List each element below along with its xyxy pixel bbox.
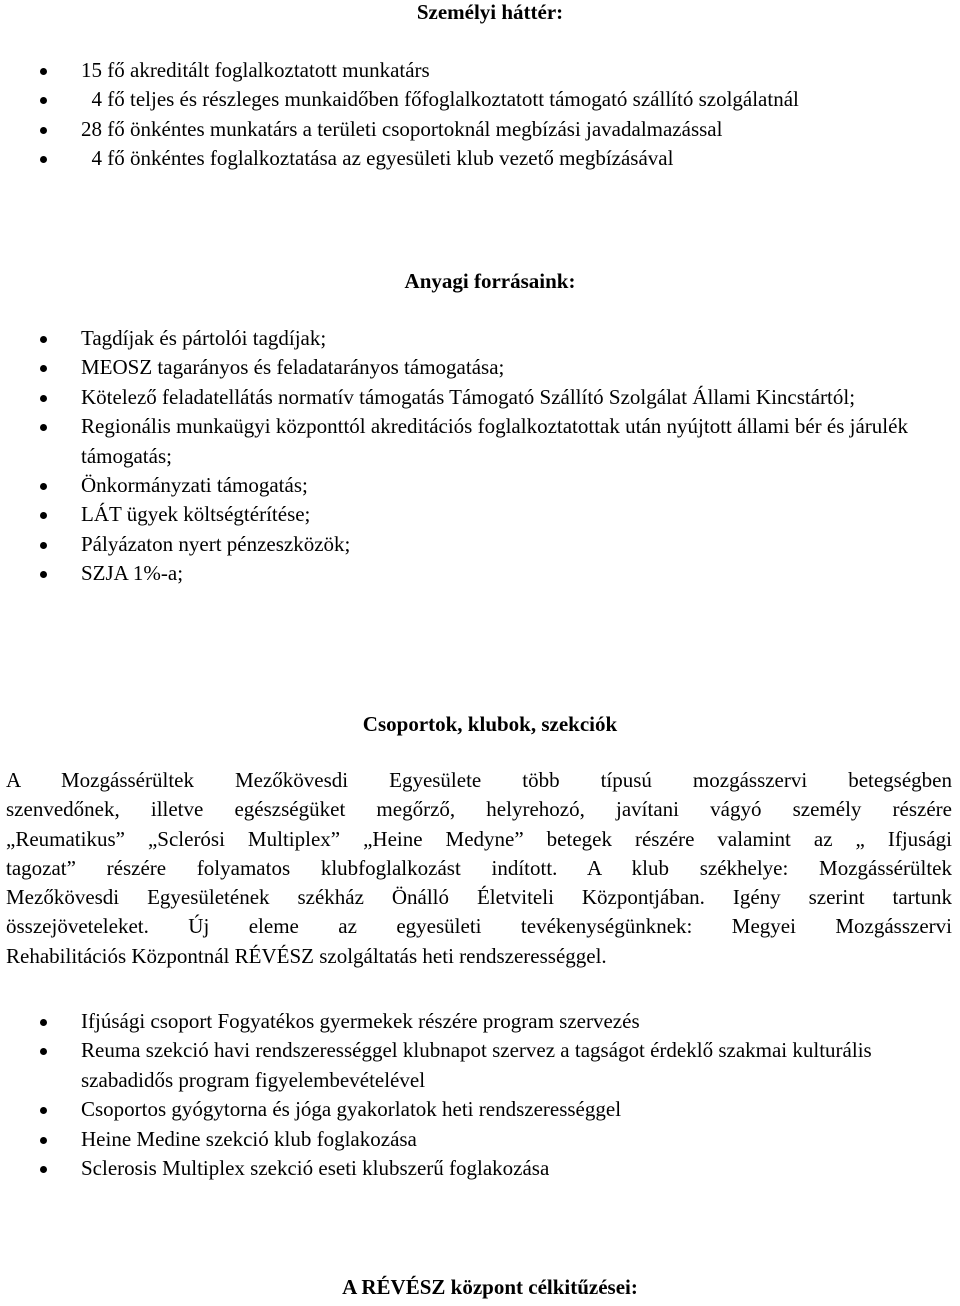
paragraph-line: szenvedőnek, illetve egészségüket megőrző, helyrehozó, javítani vágyó személy részére: [6, 797, 952, 822]
list-item: [0, 1036, 921, 1095]
list-item-text: SZJA 1%-a;: [81, 561, 184, 586]
list-item-text: Pályázaton nyert pénzeszközök;: [81, 531, 351, 556]
list-item: [0, 383, 921, 412]
groups-list: [0, 1007, 921, 1183]
list-item: [0, 324, 921, 353]
paragraph-line: Rehabilitációs Központnál RÉVÉSZ szolgáltatás heti rendszerességgel.: [6, 943, 607, 968]
list-item: [0, 1125, 921, 1154]
bullet-icon: [40, 365, 47, 372]
bullet-icon: [40, 1048, 47, 1055]
list-item-text: MEOSZ tagarányos és feladatarányos támogatása;: [81, 355, 505, 380]
list-item-text: Ifjúsági csoport Fogyatékos gyermekek részére program szervezés: [81, 1009, 640, 1033]
paragraph-line: A Mozgássérültek Mezőkövesdi Egyesülete több típusú mozgásszervi betegségben: [6, 768, 952, 792]
list-item-text: LÁT ügyek költségtérítése;: [81, 502, 311, 527]
resources-list: [0, 324, 921, 589]
list-item: [0, 471, 921, 500]
list-item-text: 4 fő teljes és részleges munkaidőben főfoglalkoztatott támogató szállító szolgálatnál: [81, 87, 799, 112]
groups-paragraph: [6, 766, 952, 971]
list-item-text: Önkormányzati támogatás;: [81, 473, 308, 498]
list-item-text: 28 fő önkéntes munkatárs a területi csoportoknál megbízási javadalmazással: [81, 116, 723, 141]
bullet-icon: [40, 1107, 47, 1114]
list-item-text: Heine Medine szekció klub foglakozása: [81, 1126, 417, 1151]
bullet-icon: [40, 1137, 47, 1144]
paragraph-line: Mezőkövesdi Egyesületének székház Önálló Életviteli Központjában. Igény szerint tartunk: [6, 885, 952, 910]
list-item: [0, 353, 921, 382]
paragraph-line: tagozat” részére folyamatos klubfoglalkozást indított. A klub székhelye: Mozgássérültek: [6, 855, 952, 880]
section-title-resources: Anyagi forrásaink:: [404, 269, 576, 293]
list-item-text: Regionális munkaügyi központtól akreditációs foglalkoztatottak után nyújtott állami bér és járulék támogatás;: [81, 414, 908, 468]
list-item-text: Kötelező feladatellátás normatív támogatás Támogató Szállító Szolgálat Állami Kincstártól;: [81, 384, 856, 409]
list-item-text: Csoportos gyógytorna és jóga gyakorlatok heti rendszerességgel: [81, 1097, 622, 1122]
section-title-groups: Csoportok, klubok, szekciók: [362, 712, 618, 736]
bullet-icon: [40, 1019, 47, 1026]
paragraph-line: „Reumatikus” „Sclerósi Multiplex” „Heine Medyne” betegek részére valamint az „ Ifjusági: [6, 826, 952, 851]
bullet-icon: [40, 97, 47, 104]
list-item: [0, 1154, 921, 1183]
personal-list: [0, 56, 799, 174]
list-item: [0, 115, 799, 144]
list-item: [0, 530, 921, 559]
bullet-icon: [40, 571, 47, 578]
list-item-text: Tagdíjak és pártolói tagdíjak;: [81, 326, 327, 350]
bullet-icon: [40, 483, 47, 490]
section-title-revesz: A RÉVÉSZ központ célkitűzései:: [342, 1275, 638, 1299]
list-item: [0, 1095, 921, 1124]
list-item-text: Reuma szekció havi rendszerességgel klubnapot szervez a tagságot érdeklő szakmai kulturális szabadidős program figyelembevételével: [81, 1038, 872, 1092]
bullet-icon: [40, 542, 47, 549]
bullet-icon: [40, 336, 47, 343]
list-item: [0, 56, 799, 85]
bullet-icon: [40, 68, 47, 75]
list-item-text: Sclerosis Multiplex szekció eseti klubszerű foglakozása: [81, 1156, 550, 1181]
bullet-icon: [40, 127, 47, 134]
list-item: [0, 412, 921, 471]
list-item: [0, 85, 799, 114]
bullet-icon: [40, 1166, 47, 1173]
list-item-text: 4 fő önkéntes foglalkoztatása az egyesületi klub vezető megbízásával: [81, 146, 674, 171]
bullet-icon: [40, 395, 47, 402]
bullet-icon: [40, 424, 47, 431]
list-item: [0, 559, 921, 588]
bullet-icon: [40, 156, 47, 163]
bullet-icon: [40, 512, 47, 519]
list-item: [0, 144, 799, 173]
paragraph-line: összejöveteleket. Új eleme az egyesületi tevékenységünknek: Megyei Mozgásszervi: [6, 914, 952, 939]
list-item: [0, 1007, 921, 1036]
list-item: [0, 500, 921, 529]
list-item-text: 15 fő akreditált foglalkoztatott munkatárs: [81, 58, 430, 82]
section-title-personal: Személyi háttér:: [416, 0, 564, 24]
